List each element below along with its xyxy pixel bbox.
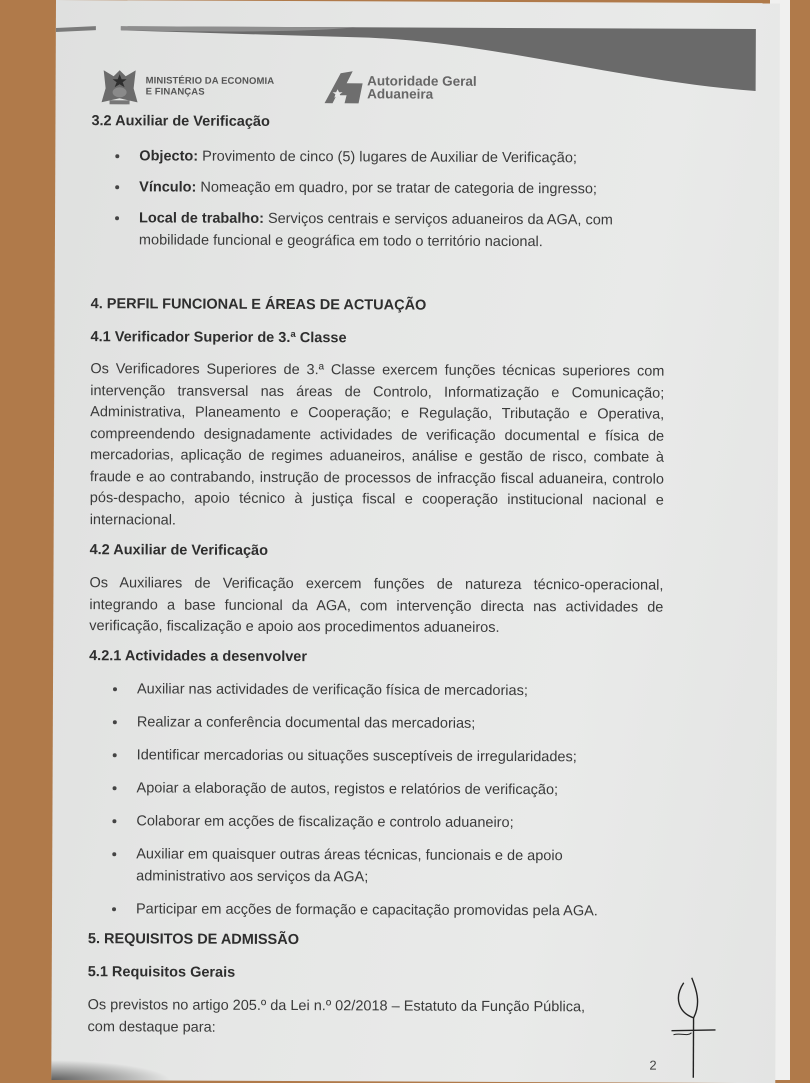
page-number: 2 — [649, 1057, 657, 1073]
section-3-2-heading: 3.2 Auxiliar de Verificação — [91, 113, 270, 130]
bullet-icon — [112, 819, 116, 823]
item-text: Realizar a conferência documental das mercadorias; — [136, 714, 476, 732]
list-item — [88, 898, 688, 923]
bullet-icon — [113, 753, 117, 757]
item-label: Objecto: — [139, 148, 199, 165]
list-item — [89, 777, 689, 802]
activities-list — [88, 678, 689, 923]
bullet-icon — [115, 216, 119, 220]
coat-of-arms-icon — [100, 66, 140, 106]
section-5-1-heading: 5.1 Requisitos Gerais — [87, 964, 236, 981]
bullet-icon — [112, 852, 116, 856]
header-logos — [100, 66, 477, 108]
photo-shadow — [51, 1060, 171, 1081]
list-item — [88, 843, 636, 889]
list-item — [91, 145, 691, 170]
handwritten-signature — [663, 973, 723, 1083]
document-body — [87, 110, 702, 1036]
bullet-icon — [115, 185, 119, 189]
item-text: Participar em acções de formação e capacitação promovidas pela AGA. — [135, 901, 598, 920]
document-page — [51, 0, 780, 1083]
section-3-2-list — [91, 145, 691, 254]
section-4-1-heading: 4.1 Verificador Superior de 3.ª Classe — [90, 329, 347, 347]
list-item — [91, 176, 691, 201]
item-text: Identificar mercadorias ou situações susceptíveis de irregularidades; — [136, 747, 577, 766]
list-item — [89, 711, 689, 736]
item-text: Provimento de cinco (5) lugares de Auxiliar de Verificação; — [198, 148, 577, 167]
item-text: Auxiliar em quaisquer outras áreas técnicas, funcionais e de apoio administrativo aos serviços da AGA; — [136, 846, 563, 886]
agency-name-line1: Autoridade Geral — [367, 73, 477, 89]
list-item — [89, 678, 689, 703]
ministry-name-line1: MINISTÉRIO DA ECONOMIA — [145, 75, 275, 87]
bullet-icon — [113, 687, 117, 691]
section-4-2-1-heading: 4.2.1 Actividades a desenvolver — [89, 648, 308, 666]
item-label: Vínculo: — [139, 179, 197, 196]
section-4-heading: 4. PERFIL FUNCIONAL E ÁREAS DE ACTUAÇÃO — [90, 296, 427, 314]
item-text: Colaborar em acções de fiscalização e controlo aduaneiro; — [136, 813, 514, 832]
section-5-heading: 5. REQUISITOS DE ADMISSÃO — [87, 931, 300, 949]
item-label: Local de trabalho: — [139, 210, 264, 227]
aga-logo — [322, 69, 477, 106]
item-text: Apoiar a elaboração de autos, registos e relatórios de verificação; — [136, 780, 559, 799]
ministry-name-line2: E FINANÇAS — [145, 86, 205, 98]
list-item — [88, 810, 688, 835]
section-4-2-paragraph: Os Auxiliares de Verificação exercem funções de natureza técnico-operacional, integrando a base funcional da AGA, com intervenção directa nas actividades de verificação, fiscalização e apoio aos procedimentos aduaneiros. — [89, 575, 664, 636]
list-item — [89, 744, 689, 769]
section-4-2-heading: 4.2 Auxiliar de Verificação — [89, 542, 269, 559]
aga-emblem-icon — [322, 69, 364, 105]
agency-name-line2: Aduaneira — [367, 86, 434, 102]
bullet-icon — [112, 907, 116, 911]
ministry-logo — [100, 66, 275, 107]
section-4-1-paragraph: Os Verificadores Superiores de 3.ª Classe exercem funções técnicas superiores com intervenção transversal nas áreas de Controlo, Informatização e Comunicação; Administrativa, Planeamento e Cooperação; e Regulação, Tributação e Operativa, compreendendo designadamente actividades de verificação documental e física de mercadorias, aplicação de regimes aduaneiros, análise e gestão de risco, combate à fraude e ao contrabando, instrução de processos de infracção fiscal aduaneira, controlo pós-despacho, apoio técnico à justiça fiscal e cooperação institucional nacional e internacional. — [89, 361, 665, 529]
item-text: Auxiliar nas actividades de verificação física de mercadorias; — [136, 681, 528, 700]
item-text: Nomeação em quadro, por se tratar de categoria de ingresso; — [196, 179, 598, 198]
list-item — [91, 207, 639, 253]
bullet-icon — [113, 720, 117, 724]
section-5-1-paragraph: Os previstos no artigo 205.º da Lei n.º 02/2018 – Estatuto da Função Pública, com destaque para: — [87, 997, 586, 1036]
bullet-icon — [113, 786, 117, 790]
bullet-icon — [115, 154, 119, 158]
item-text: Serviços centrais e serviços aduaneiros da AGA, com mobilidade funcional e geográfica em todo o território nacional. — [138, 210, 613, 251]
